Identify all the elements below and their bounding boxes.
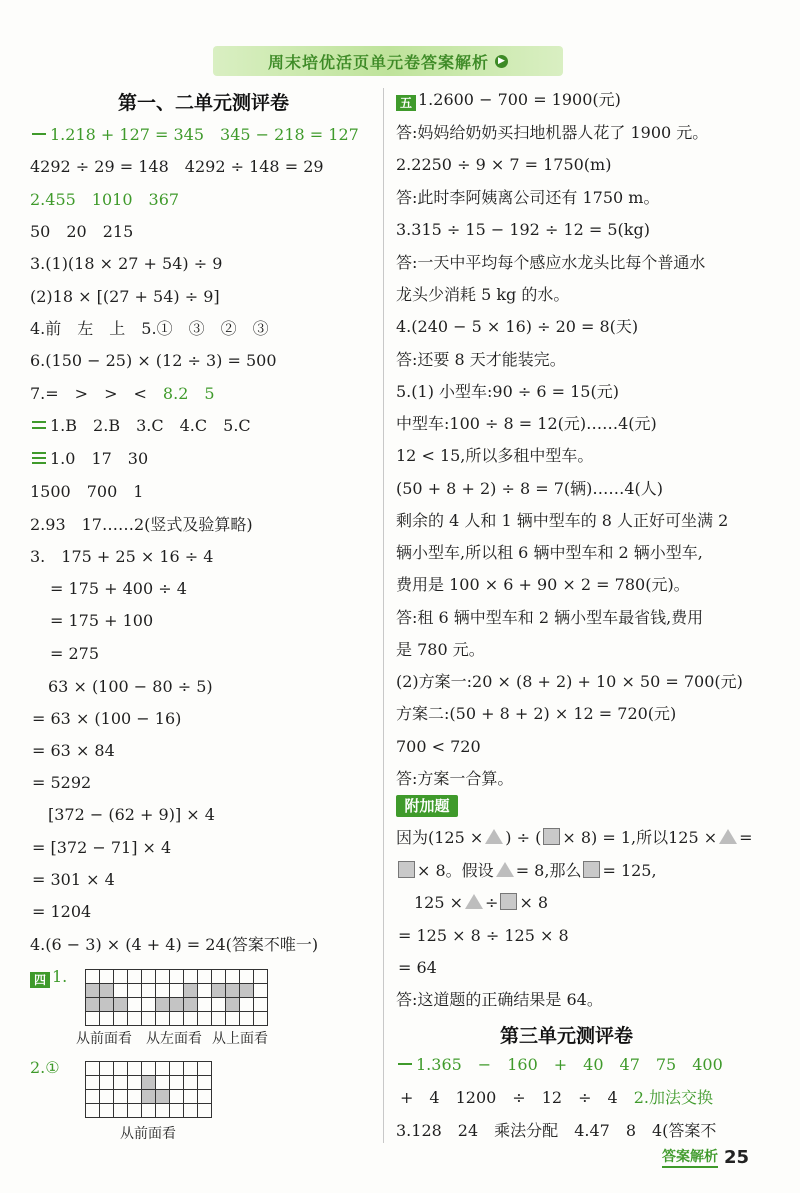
play-icon: ▶ [495,55,508,68]
square-icon [500,893,517,910]
answer-line: 剩余的 4 人和 1 辆中型车的 8 人正好可坐满 2 [396,511,729,530]
triangle-icon [719,829,737,844]
caption-left-view: 从左面看 [146,1031,202,1047]
unit-3-title: 第三单元测评卷 [500,1025,634,1047]
answer-line: 4.(240 − 5 × 16) ÷ 20 = 8(天) [396,317,639,336]
answer-line: 答:方案一合算。 [396,769,514,788]
square-icon [583,861,600,878]
answer-line: = 5292 [32,773,92,792]
answer-line: 50 20 215 [30,222,134,241]
answer-line: 3.(1)(18 × 27 + 54) ÷ 9 [30,254,223,273]
answer-line: = 1204 [32,902,92,921]
banner-title: 周末培优活页单元卷答案解析 [267,52,489,72]
section-two-icon [30,417,48,433]
extra-line: 答:这道题的正确结果是 64。 [396,990,603,1009]
answer-line: 2.2250 ÷ 9 × 7 = 1750(m) [396,155,612,174]
answer-line: = 275 [50,644,100,663]
answer-line: 答:妈妈给奶奶买扫地机器人花了 1900 元。 [396,123,709,142]
section-five-badge: 五 [396,95,416,111]
answer-line: = 301 × 4 [32,870,115,889]
view-grid-1 [85,969,268,1026]
section-one-icon [30,126,48,142]
answer-line: (50 + 8 + 2) ÷ 8 = 7(辆)……4(人) [396,479,664,498]
triangle-icon [465,894,483,909]
answer-line: 2.455 1010 367 [30,190,180,209]
answer-line: 1.B 2.B 3.C 4.C 5.C [30,416,251,436]
extra-line: 125 × ÷ × 8 [414,893,549,912]
caption-top-view: 从上面看 [212,1031,268,1047]
answer-line: 四 1. [30,967,67,988]
answer-line: 答:还要 8 天才能装完。 [396,350,566,369]
answer-line: 3. 175 + 25 × 16 ÷ 4 [30,547,214,566]
answer-line: = 63 × 84 [32,741,115,760]
answer-line: 63 × (100 − 80 ÷ 5) [48,677,213,696]
answer-line: 1.0 17 30 [30,449,148,469]
answer-line: (2)18 × [(27 + 54) ÷ 9] [30,287,220,306]
answer-line: 4292 ÷ 29 = 148 4292 ÷ 148 = 29 [30,157,324,176]
triangle-icon [485,829,503,844]
section-four-badge: 四 [30,972,50,988]
unit-1-2-title: 第一、二单元测评卷 [118,92,290,114]
answer-line: 辆小型车,所以租 6 辆中型车和 2 辆小型车, [396,543,703,562]
page-footer [662,1146,749,1168]
answer-line: [372 − (62 + 9)] × 4 [48,805,215,824]
answer-line: 方案二:(50 + 8 + 2) × 12 = 720(元) [396,704,677,723]
answer-line: 1.365 − 160 + 40 47 75 400 [396,1055,723,1075]
answer-line: 3.128 24 乘法分配 4.47 8 4(答案不 [396,1121,717,1140]
column-divider [383,88,384,1143]
answer-line: = 63 × (100 − 16) [32,709,182,728]
answer-line: 费用是 100 × 6 + 90 × 2 = 780(元)。 [396,575,690,594]
extra-question-badge: 附加题 [396,795,458,817]
section-one-icon [396,1056,414,1072]
answer-line: + 4 1200 ÷ 12 ÷ 4 2.加法交换 [400,1088,713,1107]
answer-line: = 175 + 400 ÷ 4 [50,579,187,598]
extra-line: = 64 [398,958,437,977]
answer-line: 700 < 720 [396,737,481,756]
square-icon [398,861,415,878]
answer-line: 是 780 元。 [396,640,485,659]
answer-line: 五 1.2600 − 700 = 1900(元) [396,90,621,111]
answer-line: (2)方案一:20 × (8 + 2) + 10 × 50 = 700(元) [396,672,743,691]
section-three-icon [30,450,48,466]
answer-line: 1500 700 1 [30,482,144,501]
answer-line: 5.(1) 小型车:90 ÷ 6 = 15(元) [396,382,619,401]
answer-line: 龙头少消耗 5 kg 的水。 [396,285,570,304]
view-grid-2 [85,1061,212,1118]
header-banner [213,46,563,76]
answer-line: 答:一天中平均每个感应水龙头比每个普通水 [396,253,706,272]
footer-label: 答案解析 [662,1146,718,1168]
extra-line: × 8。假设 = 8,那么 = 125, [396,861,657,881]
triangle-icon [496,862,514,877]
answer-line: 中型车:100 ÷ 8 = 12(元)……4(元) [396,414,657,433]
answer-line: 4.(6 − 3) × (4 + 4) = 24(答案不唯一) [30,935,319,954]
extra-line: = 125 × 8 ÷ 125 × 8 [398,926,569,945]
extra-line: 因为(125 × ) ÷ ( × 8) = 1,所以125 × = [396,828,753,847]
answer-line: 6.(150 − 25) × (12 ÷ 3) = 500 [30,351,277,370]
answer-line: 4.前 左 上 5.① ③ ② ③ [30,319,269,338]
answer-line: 1.218 + 127 = 345 345 − 218 = 127 [30,125,359,145]
answer-line: 3.315 ÷ 15 − 192 ÷ 12 = 5(kg) [396,220,650,239]
square-icon [543,828,560,845]
answer-line: 12 < 15,所以多租中型车。 [396,446,594,465]
answer-line: 7.= > > < 8.2 5 [30,384,215,403]
answer-line: = [372 − 71] × 4 [32,838,172,857]
answer-line: 2.① [30,1058,60,1077]
page-number: 25 [724,1146,750,1168]
answer-line: 答:此时李阿姨离公司还有 1750 m。 [396,188,660,207]
caption-front-view-2: 从前面看 [120,1126,176,1142]
caption-front-view: 从前面看 [76,1031,132,1047]
answer-line: 答:租 6 辆中型车和 2 辆小型车最省钱,费用 [396,608,704,627]
answer-line: 2.93 17……2(竖式及验算略) [30,515,253,534]
answer-line: = 175 + 100 [50,611,154,630]
